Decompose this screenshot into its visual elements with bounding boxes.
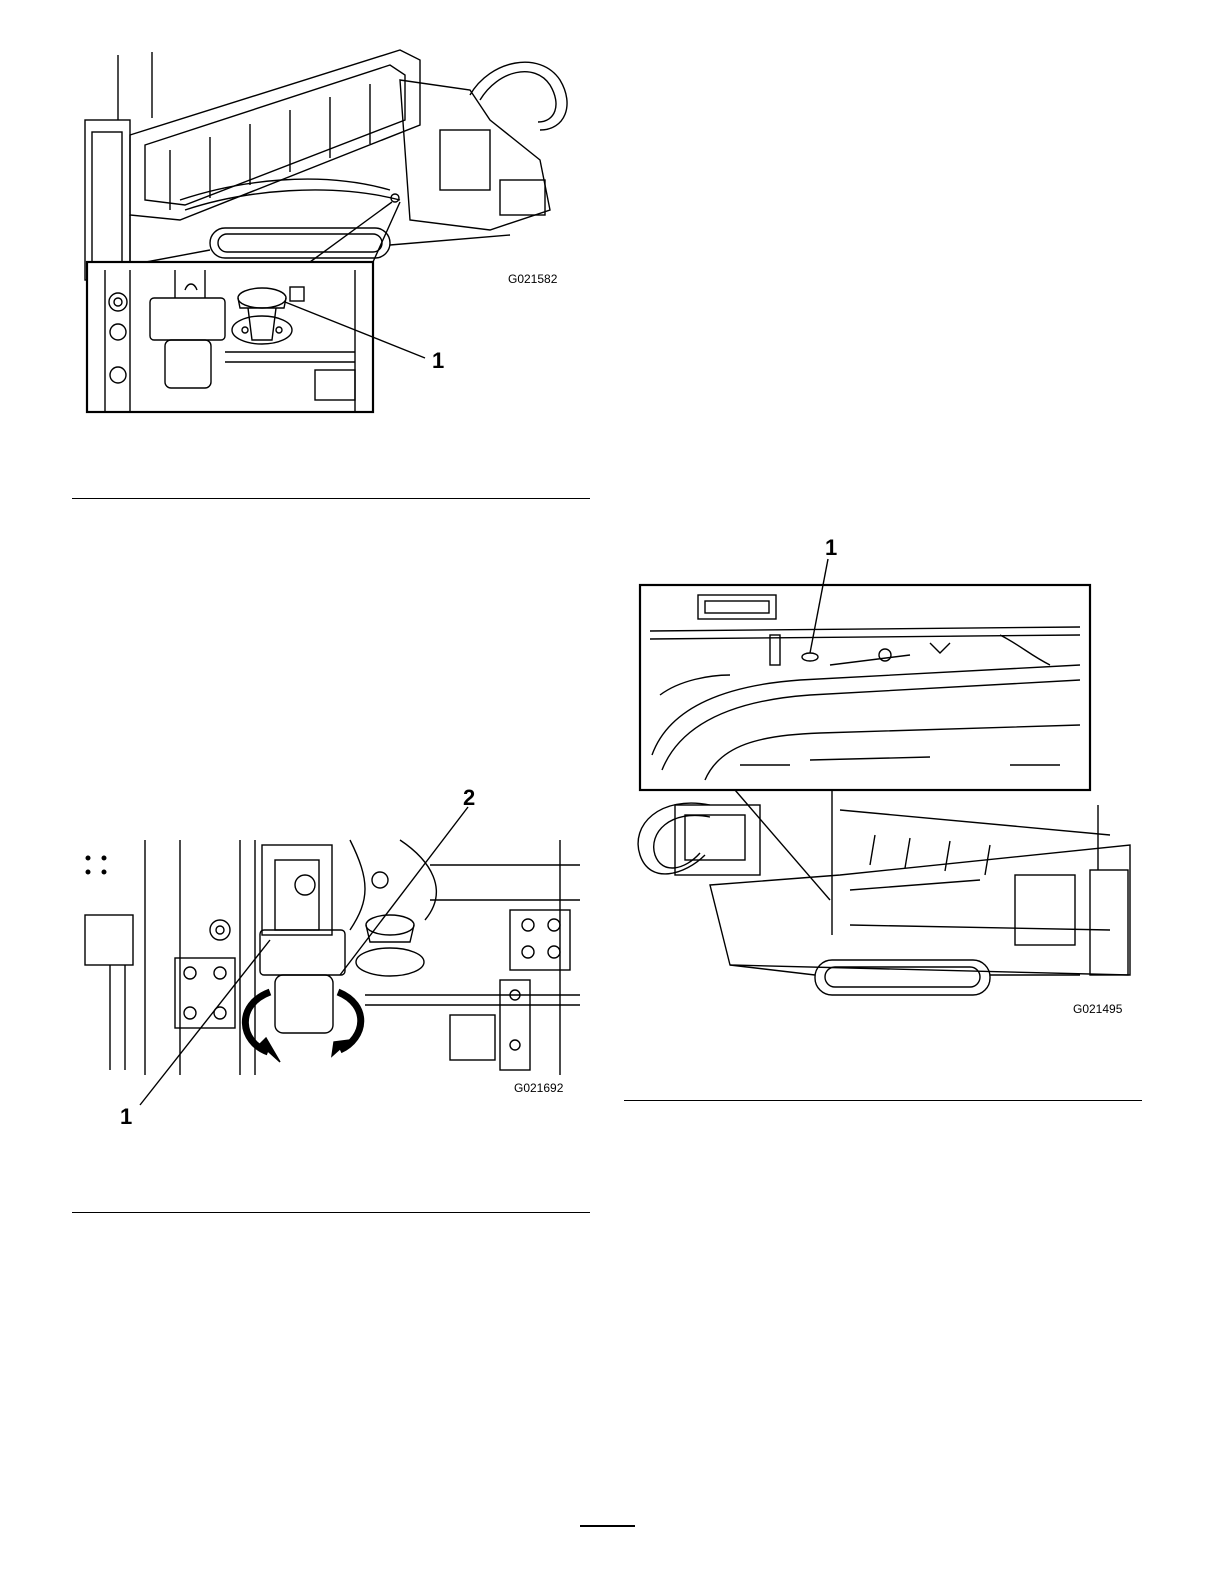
section-divider: [624, 1100, 1142, 1101]
callout-number: 1: [432, 348, 445, 373]
footer-rule: [580, 1525, 635, 1527]
callout-number: 1: [825, 535, 838, 560]
figure-code-label: G021582: [508, 272, 558, 286]
callout-number: 1: [120, 1104, 133, 1129]
figure-code-label: G021495: [1073, 1002, 1123, 1016]
section-divider: [72, 1212, 590, 1213]
figure-reservoir-underside: [610, 535, 1140, 1025]
machine-drawing: [70, 40, 590, 420]
section-divider: [72, 498, 590, 499]
reservoir-drawing: [610, 535, 1140, 1025]
figure-machine-overview-inset: [70, 40, 590, 420]
figure-filter-removal: [70, 780, 590, 1130]
filter-drawing: [70, 780, 590, 1130]
figure-code-label: G021692: [514, 1081, 564, 1095]
callout-number: 2: [463, 785, 476, 810]
